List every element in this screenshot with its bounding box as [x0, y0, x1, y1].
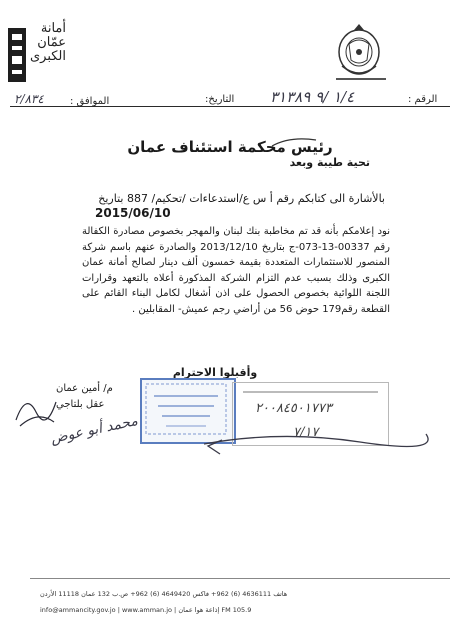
pen-stroke-icon	[270, 136, 318, 148]
date-label: التاريخ:	[205, 94, 235, 105]
footer-web: info@ammancity.gov.jo | www.amman.jo | إذاعة هوا عمان FM 105.9	[40, 606, 252, 614]
crest-caption	[332, 76, 390, 83]
footer-contact: هاتف 4636111 (6) 962+ فاكس 4649420 (6) 962+ ص.ب 132 عمان 11118 الأردن	[40, 590, 288, 598]
corresponding-label: الموافق :	[70, 96, 110, 107]
signature-scribble-icon	[14, 390, 58, 430]
closing-line: وأقبلوا الاحترام	[172, 366, 258, 379]
addressee: رئيس محكمة استئناف عمان	[127, 138, 333, 156]
footer-divider	[30, 578, 450, 579]
handwritten-arrow-icon	[200, 424, 430, 460]
org-name: أمانة عمّان الكبرى	[29, 21, 66, 64]
ref-number-label: الرقم :	[408, 94, 438, 105]
handwritten-signature: محمد أبو عوض	[49, 412, 140, 448]
gray-stamp-header-icon	[233, 384, 388, 398]
gam-logo	[6, 22, 66, 90]
gray-stamp-date: ٧/١٧	[293, 425, 319, 440]
signatory-title: م/ أمين عمان	[56, 383, 113, 394]
signatory-name: عقل بلتاجي	[56, 399, 105, 410]
body-paragraph: نود إعلامكم بأنه قد تم مخاطبة بنك لبنان والمهجر بخصوص مصادرة الكفالة رقم 00337-13-073-ج بتاريخ 2013/12/10 والصادرة عنهم باسم شركة المنصور للاستثمارات المتعددة بقيمة خمسون ألف دينار لصالح أمانة عمان الكبرى وذلك بسبب عدم التزام الشركة المذكورة أعلاه بالتعهد وقرارات اللجنة اللوائية بخصوص الحصول على اذن أشغال لكامل البناء القائم على القطعة رقم179 حوض 56 من أراضي رجم عميش- المقابلين .	[82, 226, 390, 315]
reference-date: 2015/06/10	[95, 206, 171, 220]
ref-number-value: ١/٤ /٩ ٣١٣٨٩	[270, 88, 355, 106]
reference-line: بالأشارة الى كتابكم رقم أ س ع/استدعاءات /تحكيم/ 887 بتاريخ	[98, 192, 385, 205]
greeting: تحية طيبة وبعد	[289, 156, 370, 169]
corresponding-value: ٢/٨٣٤	[14, 92, 44, 106]
jordan-crest-icon	[334, 22, 384, 80]
gray-stamp-number: ٢٠٠٨٤٥٠١٧٧٣	[255, 401, 332, 416]
crest-caption-icon	[336, 77, 386, 81]
